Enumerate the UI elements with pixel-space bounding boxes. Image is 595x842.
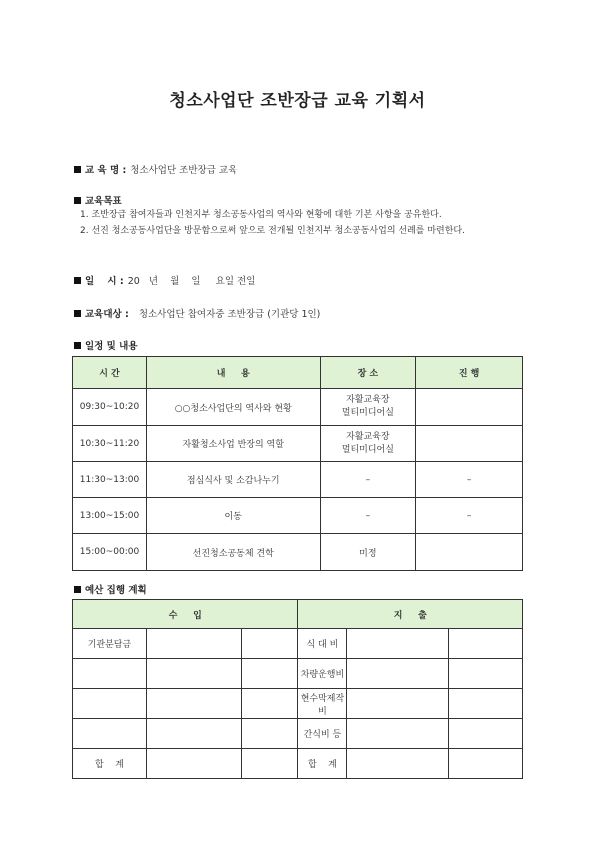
schedule-label: 일정 및 내용 [85, 341, 138, 352]
expense-item-cell: 차량운행비 [298, 659, 347, 689]
objectives-label: 교육목표 [85, 196, 122, 207]
course-name-line [74, 162, 237, 176]
table-row [73, 629, 523, 659]
place-cell: – [320, 462, 416, 498]
table-header-row [73, 600, 523, 629]
column-header-place: 장 소 [320, 357, 416, 389]
table-row [73, 389, 523, 426]
expense-item-cell: 간식비 등 [298, 719, 347, 749]
square-bullet-icon [74, 586, 81, 593]
income-header: 수 입 [73, 600, 298, 629]
budget-table [72, 599, 523, 779]
table-row [73, 498, 523, 534]
datetime-value: 20 년 월 일 요일 전일 [127, 276, 256, 287]
content-cell: 이동 [146, 498, 320, 534]
place-line: 자활교육장 [346, 395, 390, 405]
empty-cell [241, 749, 298, 779]
content-cell: 점심식사 및 소감나누기 [146, 462, 320, 498]
target-label: 교육대상 : [85, 309, 129, 320]
empty-cell [146, 719, 241, 749]
square-bullet-icon [74, 277, 81, 284]
column-header-host: 진 행 [416, 357, 523, 389]
datetime-label: 일 시 : [85, 276, 124, 287]
empty-cell [241, 659, 298, 689]
host-cell [416, 389, 523, 426]
host-cell [416, 426, 523, 462]
column-header-content: 내 용 [146, 357, 320, 389]
place-line: 멀티미디어실 [341, 444, 394, 455]
table-row [73, 719, 523, 749]
table-row [73, 659, 523, 689]
empty-cell [449, 719, 523, 749]
target-value: 청소사업단 참여자중 조반장급 (기관당 1인) [138, 309, 321, 320]
time-cell: 09:30~10:20 [73, 389, 147, 426]
time-cell: 10:30~11:20 [73, 426, 147, 462]
square-bullet-icon [74, 342, 81, 349]
empty-cell [347, 689, 449, 719]
budget-label: 예산 집행 계획 [85, 585, 147, 596]
content-cell: 선진청소공동체 견학 [146, 534, 320, 571]
income-item-cell: 기관분담금 [73, 629, 147, 659]
target-line [74, 306, 320, 320]
square-bullet-icon [74, 197, 81, 204]
empty-cell [146, 689, 241, 719]
place-cell: 미정 [320, 534, 416, 571]
host-cell: – [416, 462, 523, 498]
empty-cell [241, 719, 298, 749]
square-bullet-icon [74, 310, 81, 317]
course-name-label: 교 육 명 : [85, 165, 127, 176]
place-line: 멀티미디어실 [341, 408, 394, 418]
schedule-heading [74, 338, 138, 352]
column-header-time: 시 간 [73, 357, 147, 389]
empty-cell [146, 749, 241, 779]
table-row [73, 426, 523, 462]
list-item: 2. 선진 청소공동사업단을 방문함으로써 앞으로 전개될 인천지부 청소공동사업의 선례를 마련한다. [80, 226, 465, 236]
expense-item-cell: 현수막제작비 [298, 689, 347, 719]
expense-total-cell: 합 계 [298, 749, 347, 779]
document-title: 청소사업단 조반장급 교육 기획서 [169, 91, 426, 111]
empty-cell [241, 689, 298, 719]
course-name-value: 청소사업단 조반장급 교육 [130, 165, 238, 176]
empty-cell [347, 629, 449, 659]
expense-header: 지 출 [298, 600, 523, 629]
budget-heading [74, 582, 147, 596]
table-row [73, 534, 523, 571]
place-cell [320, 426, 416, 462]
empty-cell [146, 659, 241, 689]
place-cell: – [320, 498, 416, 534]
host-cell [416, 534, 523, 571]
schedule-table [72, 356, 523, 571]
content-cell: 자활청소사업 반장의 역할 [146, 426, 320, 462]
datetime-line [74, 273, 255, 287]
empty-cell [146, 629, 241, 659]
table-row [73, 749, 523, 779]
empty-cell [449, 629, 523, 659]
income-item-cell [73, 689, 147, 719]
empty-cell [347, 659, 449, 689]
expense-item-cell: 식 대 비 [298, 629, 347, 659]
list-item: 1. 조반장급 참여자들과 인천지부 청소공동사업의 역사와 현황에 대한 기본 사항을 공유한다. [80, 210, 442, 220]
host-cell: – [416, 498, 523, 534]
place-line: 자활교육장 [346, 431, 390, 442]
table-row [73, 462, 523, 498]
income-total-cell: 합 계 [73, 749, 147, 779]
income-item-cell [73, 719, 147, 749]
time-cell: 15:00~00:00 [73, 534, 147, 571]
place-cell [320, 389, 416, 426]
empty-cell [449, 749, 523, 779]
empty-cell [347, 749, 449, 779]
empty-cell [449, 659, 523, 689]
empty-cell [347, 719, 449, 749]
table-header-row [73, 357, 523, 389]
content-cell: ○○청소사업단의 역사와 현황 [146, 389, 320, 426]
income-item-cell [73, 659, 147, 689]
square-bullet-icon [74, 166, 81, 173]
time-cell: 11:30~13:00 [73, 462, 147, 498]
empty-cell [449, 689, 523, 719]
time-cell: 13:00~15:00 [73, 498, 147, 534]
table-row [73, 689, 523, 719]
empty-cell [241, 629, 298, 659]
objectives-list [80, 207, 524, 239]
objectives-heading [74, 193, 122, 207]
